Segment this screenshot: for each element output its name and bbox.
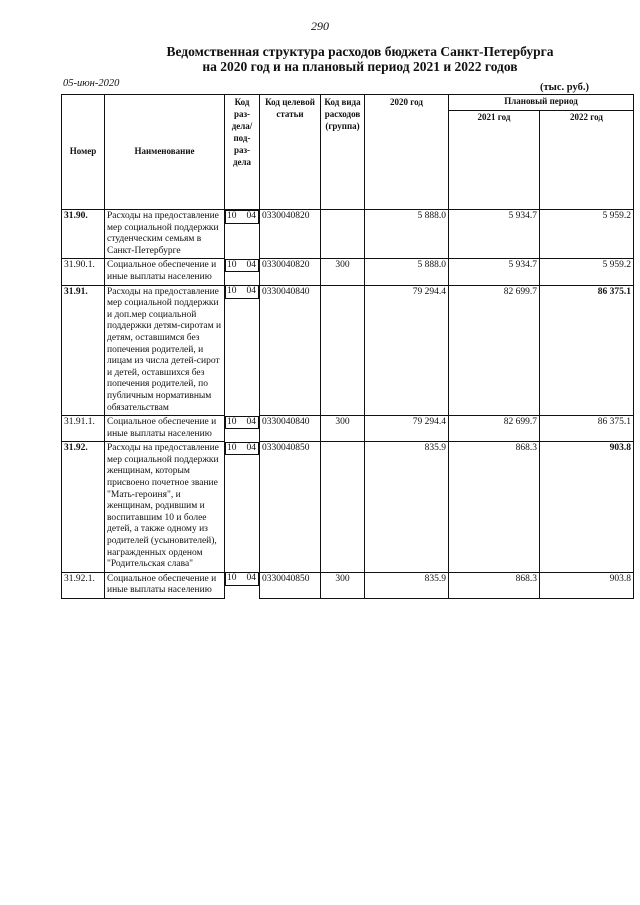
header-section xyxy=(225,95,260,210)
row-expense-type: 300 xyxy=(321,416,365,442)
row-number: 31.91. xyxy=(62,285,105,416)
header-row xyxy=(62,95,634,111)
row-expense-type xyxy=(321,210,365,259)
row-2022: 86 375.1 xyxy=(540,285,634,416)
row-target: 0330040840 xyxy=(260,416,321,442)
table-row xyxy=(62,572,634,598)
row-2020: 835.9 xyxy=(365,442,449,573)
row-name: Социальное обеспечение и иные выплаты населению xyxy=(105,572,225,598)
row-name: Расходы на предоставление мер социальной поддержки студенческим семьям в Санкт-Петербурге xyxy=(105,210,225,259)
row-2021: 82 699.7 xyxy=(449,416,540,442)
table-row xyxy=(62,442,634,573)
row-subsection-code: 04 xyxy=(246,286,256,297)
header-number: Номер xyxy=(62,95,105,210)
row-section-code: 10 xyxy=(227,211,237,221)
header-section-text: Код раз-дела/ под-раз-дела xyxy=(231,97,253,167)
row-expense-type: 300 xyxy=(321,259,365,285)
row-target: 0330040840 xyxy=(260,285,321,416)
budget-table xyxy=(61,94,634,599)
row-section-code: 10 xyxy=(227,416,237,427)
row-section xyxy=(225,416,259,430)
row-subsection-code: 04 xyxy=(246,416,256,427)
row-subsection-code: 04 xyxy=(246,573,256,584)
header-2022: 2022 год xyxy=(540,111,634,210)
row-number: 31.90. xyxy=(62,210,105,259)
row-2021: 82 699.7 xyxy=(449,285,540,416)
row-section-code: 10 xyxy=(227,286,237,297)
row-section xyxy=(225,259,259,273)
row-target: 0330040850 xyxy=(260,442,321,573)
row-section-code: 10 xyxy=(227,442,237,453)
row-name: Расходы на предоставление мер социальной поддержки женщинам, которым присвоено почетное звание "Мать-героиня", и женщинам, родившим и воспитавшим 10 и более детей, а также одному из родителей (усыновителей), награжденных орденом "Родительская слава" xyxy=(105,442,225,573)
row-number: 31.91.1. xyxy=(62,416,105,442)
row-name: Социальное обеспечение и иные выплаты населению xyxy=(105,259,225,285)
row-expense-type xyxy=(321,285,365,416)
row-target: 0330040850 xyxy=(260,572,321,598)
row-2021: 868.3 xyxy=(449,572,540,598)
header-expense-type: Код вида расходов (группа) xyxy=(321,95,365,210)
row-number: 31.90.1. xyxy=(62,259,105,285)
row-2022: 86 375.1 xyxy=(540,416,634,442)
row-target: 0330040820 xyxy=(260,259,321,285)
row-number: 31.92. xyxy=(62,442,105,573)
row-section-code: 10 xyxy=(227,573,237,584)
row-target: 0330040820 xyxy=(260,210,321,259)
row-2022: 5 959.2 xyxy=(540,210,634,259)
page-number: 290 xyxy=(311,19,329,33)
table-row xyxy=(62,285,634,416)
page-title xyxy=(60,44,640,74)
row-section xyxy=(225,210,259,224)
row-2022: 903.8 xyxy=(540,442,634,573)
row-2020: 5 888.0 xyxy=(365,259,449,285)
row-section-code: 10 xyxy=(227,259,237,270)
row-expense-type xyxy=(321,442,365,573)
row-number: 31.92.1. xyxy=(62,572,105,598)
header-target: Код целевой статьи xyxy=(260,95,321,210)
table-row xyxy=(62,259,634,285)
row-section xyxy=(225,442,259,456)
header-name: Наименование xyxy=(105,95,225,210)
header-2021: 2021 год xyxy=(449,111,540,210)
row-2020: 79 294.4 xyxy=(365,416,449,442)
units-label: (тыс. руб.) xyxy=(540,82,589,93)
row-2022: 903.8 xyxy=(540,572,634,598)
row-2021: 5 934.7 xyxy=(449,210,540,259)
title-line-1: Ведомственная структура расходов бюджета Санкт-Петербурга xyxy=(166,44,554,59)
row-name: Расходы на предоставление мер социальной поддержки и доп.мер социальной поддержки детям-сиротам и детям, оставшимся без попечения родителей, и лицам из числа детей-сирот и детей, оставшихся без попечения родителей, по публичным нормативным обязательствам xyxy=(105,285,225,416)
header-plan-period: Плановый период xyxy=(449,95,634,111)
row-2020: 79 294.4 xyxy=(365,285,449,416)
header-2020: 2020 год xyxy=(365,95,449,210)
title-line-2: на 2020 год и на плановый период 2021 и 2022 годов xyxy=(202,59,518,74)
row-expense-type: 300 xyxy=(321,572,365,598)
document-date: 05-июн-2020 xyxy=(63,78,120,89)
row-2021: 5 934.7 xyxy=(449,259,540,285)
row-subsection-code: 04 xyxy=(246,211,256,221)
row-subsection-code: 04 xyxy=(246,259,256,270)
row-section xyxy=(225,285,259,299)
table-row xyxy=(62,210,634,259)
row-2021: 868.3 xyxy=(449,442,540,573)
row-2020: 835.9 xyxy=(365,572,449,598)
row-2022: 5 959.2 xyxy=(540,259,634,285)
row-2020: 5 888.0 xyxy=(365,210,449,259)
row-name: Социальное обеспечение и иные выплаты населению xyxy=(105,416,225,442)
row-subsection-code: 04 xyxy=(246,442,256,453)
row-section xyxy=(225,572,259,586)
table-row xyxy=(62,416,634,442)
